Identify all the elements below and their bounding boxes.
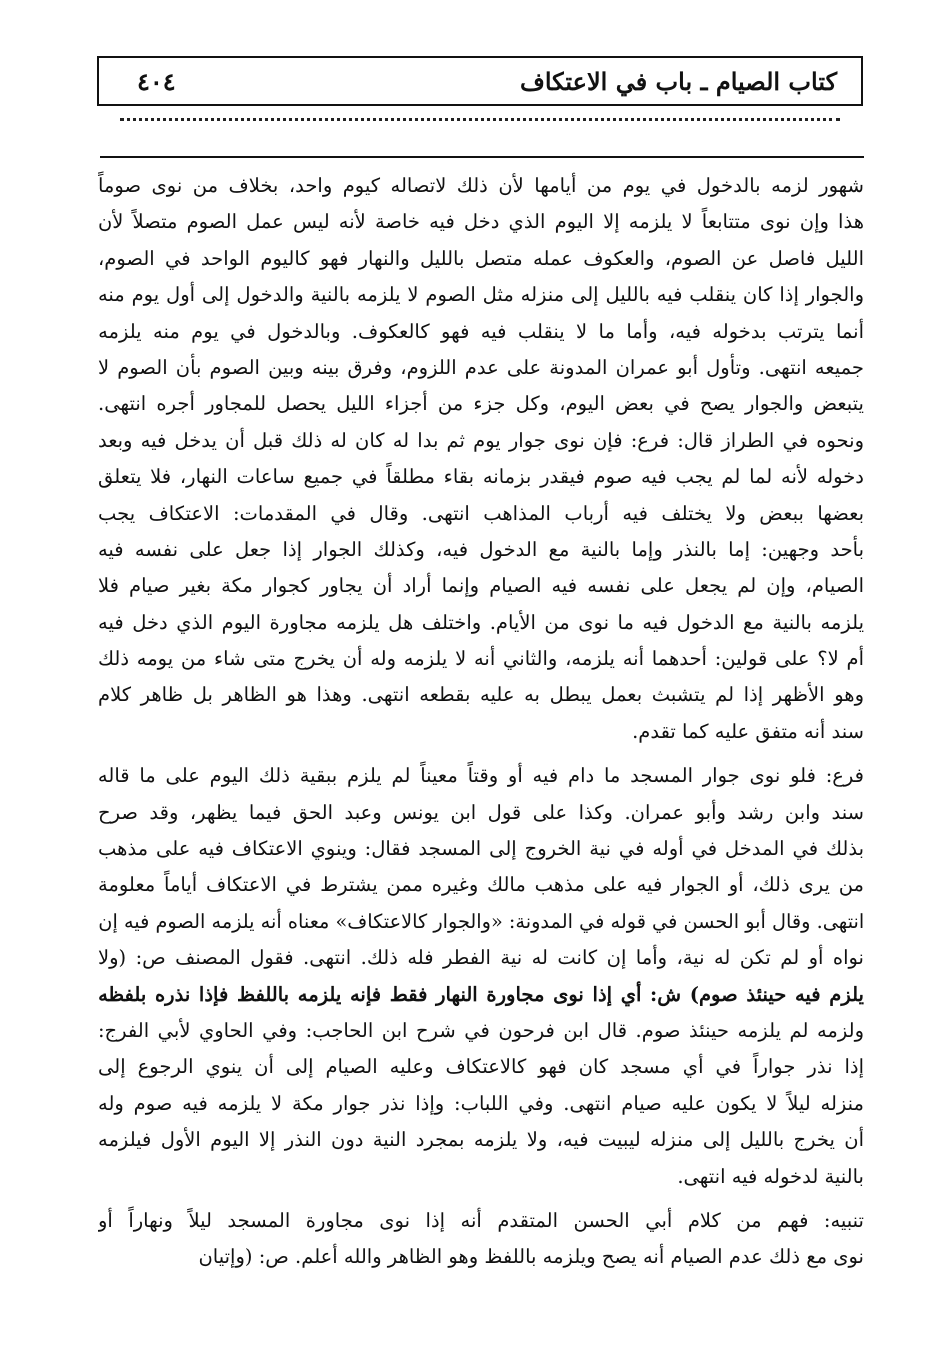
text-line: فرع: فلو نوى جوار المسجد ما دام فيه أو وقتاً معيناً لم يلزم ببقية ذلك اليوم على ما قاله xyxy=(98,764,864,788)
page-number: ٤٠٤ xyxy=(137,67,176,96)
text-line: يلزمه بالنية مع الدخول فيه ما نوى من الأيام. واختلف هل يلزمه مجاورة اليوم الذي دخل فيه xyxy=(98,610,864,634)
text-line: جميعه انتهى. وتأول أبو عمران المدونة على عدم اللزوم، وفرق بينه وبين الصوم بأن الصوم لا xyxy=(98,355,864,379)
text-line: بالنية لدخوله فيه انتهى. xyxy=(677,1164,864,1188)
text-line: انتهى. وقال أبو الحسن في قوله في المدونة: «والجوار كالاعتكاف» معناه أنه يلزمه الصوم فيه إن xyxy=(98,909,864,933)
paragraph-2 xyxy=(98,758,864,1195)
text-line: يلزم فيه حينئذ صوم) ش: أي إذا نوى مجاورة النهار فقط فإنه يلزمه باللفظ فإذا نذره بلفظه xyxy=(98,982,864,1006)
text-line: إذا نذر جواراً في أي مسجد كان فهو كالاعتكاف وعليه الصيام إلى أن ينوي الرجوع إلى xyxy=(98,1055,864,1079)
paragraph-1 xyxy=(98,168,864,750)
text-line: من يرى ذلك، أو الجوار فيه على مذهب مالك وغيره ممن يشترط في الاعتكاف أياماً معلومة xyxy=(98,873,864,897)
text-line: بعضها ببعض ولا يختلف فيه أرباب المذاهب انتهى. وقال في المقدمات: الاعتكاف يجب xyxy=(98,501,864,525)
text-line: هذا وإن نوى متتابعاً لا يلزمه إلا اليوم الذي دخل فيه خاصة لأنه ليس عمل الصوم متصلاً لأن xyxy=(98,210,864,234)
text-line: سند وابن رشد وأبو عمران. وكذا على قول ابن يونس وعبد الحق فيما يظهر، وقد صرح xyxy=(98,800,864,824)
text-line: بأحد وجهين: إما بالنذر وإما بالنية مع الدخول فيه، وكذلك الجوار إذا جعل على نفسه فيه xyxy=(98,537,864,561)
dotted-separator xyxy=(120,118,840,121)
text-line: نواه أو لم تكن له نية، وأما إن كانت له نية الفطر فله ذلك. انتهى. فقول المصنف ص: (ولا xyxy=(98,946,864,970)
text-line: والجوار إذا كان ينقلب فيه بالليل إلى منزله مثل الصوم لا يلزمه بالنية والدخول إلى أول يوم منه xyxy=(98,283,864,307)
text-line: الليل فاصل عن الصوم، والعكوف عمله متصل بالليل والنهار فهو كاليوم الواحد في الصوم، xyxy=(98,246,864,270)
text-line: ولزمه لم يلزمه حينئذ صوم. قال ابن فرحون في شرح ابن الحاجب: وفي الحاوي لأبي الفرج: xyxy=(98,1018,864,1042)
text-line: منزله ليلاً لا يكون عليه صيام انتهى. وفي اللباب: وإذا نذر جوار مكة لا يلزمه فيه صوم وله xyxy=(98,1091,864,1115)
text-line: دخوله لأنه لما لم يجب فيه صوم فيقدر بزمانه بقاء مطلقاً في جميع ساعات النهار، فلا يتعلق xyxy=(98,465,864,489)
text-line: بذلك في المدخل في أوله في نية الخروج إلى المسجد فقال: وينوي الاعتكاف فيه على مذهب xyxy=(98,837,864,861)
text-line: يتبعض والجوار يصح في بعض اليوم، وكل جزء من أجزاء الليل يحصل للمجاور أجره انتهى. xyxy=(98,392,864,416)
text-rule xyxy=(100,156,864,158)
running-title: كتاب الصيام ـ باب في الاعتكاف xyxy=(519,67,837,96)
text-line: سند أنه متفق عليه كما تقدم. xyxy=(632,719,864,743)
paragraph-3 xyxy=(98,1203,864,1276)
text-line: نوى مع ذلك عدم الصيام أنه يصح ويلزمه باللفظ وهو الظاهر والله أعلم. ص: (وإتيان xyxy=(198,1245,864,1269)
text-line: وهو الأظهر إذا لم يتشبث بعمل يبطل به عليه بقطعه انتهى. وهذا هو الظاهر بل ظاهر كلام xyxy=(98,683,864,707)
text-line: أن يخرج بالليل إلى منزله ليبيت فيه، ولا يلزمه بمجرد النية دون النذر إلا اليوم الأول فيلزمه xyxy=(98,1128,864,1152)
text-line: تنبيه: فهم من كلام أبي الحسن المتقدم أنه إذا نوى مجاورة المسجد ليلاً ونهاراً أو xyxy=(98,1208,864,1232)
text-line: أنما يترتب بدخوله فيه، وأما ما لا ينقلب فيه فهو كالعكوف. وبالدخول في يوم منه يلزمه xyxy=(98,319,864,343)
text-line: شهور لزمه بالدخول في يوم من أيامها لأن ذلك لاتصاله كيوم واحد، بخلاف من نوى صوماً xyxy=(98,174,864,197)
text-line: الصيام، وإن لم يجعل على نفسه فيه الصيام وإنما أراد أن يجاور كجوار مكة بغير صيام فلا xyxy=(98,574,864,598)
text-line: ونحوه في الطراز قال: فرع: فإن نوى جوار يوم ثم بدا له كان له ذلك قبل أن يدخل فيه وبعد xyxy=(98,428,864,452)
text-line: أم لا؟ على قولين: أحدهما أنه يلزمه، والثاني أنه لا يلزمه وله أن يخرج متى شاء من يومه ذلك xyxy=(98,647,864,671)
page-header xyxy=(97,56,863,106)
body-text xyxy=(98,168,864,1276)
